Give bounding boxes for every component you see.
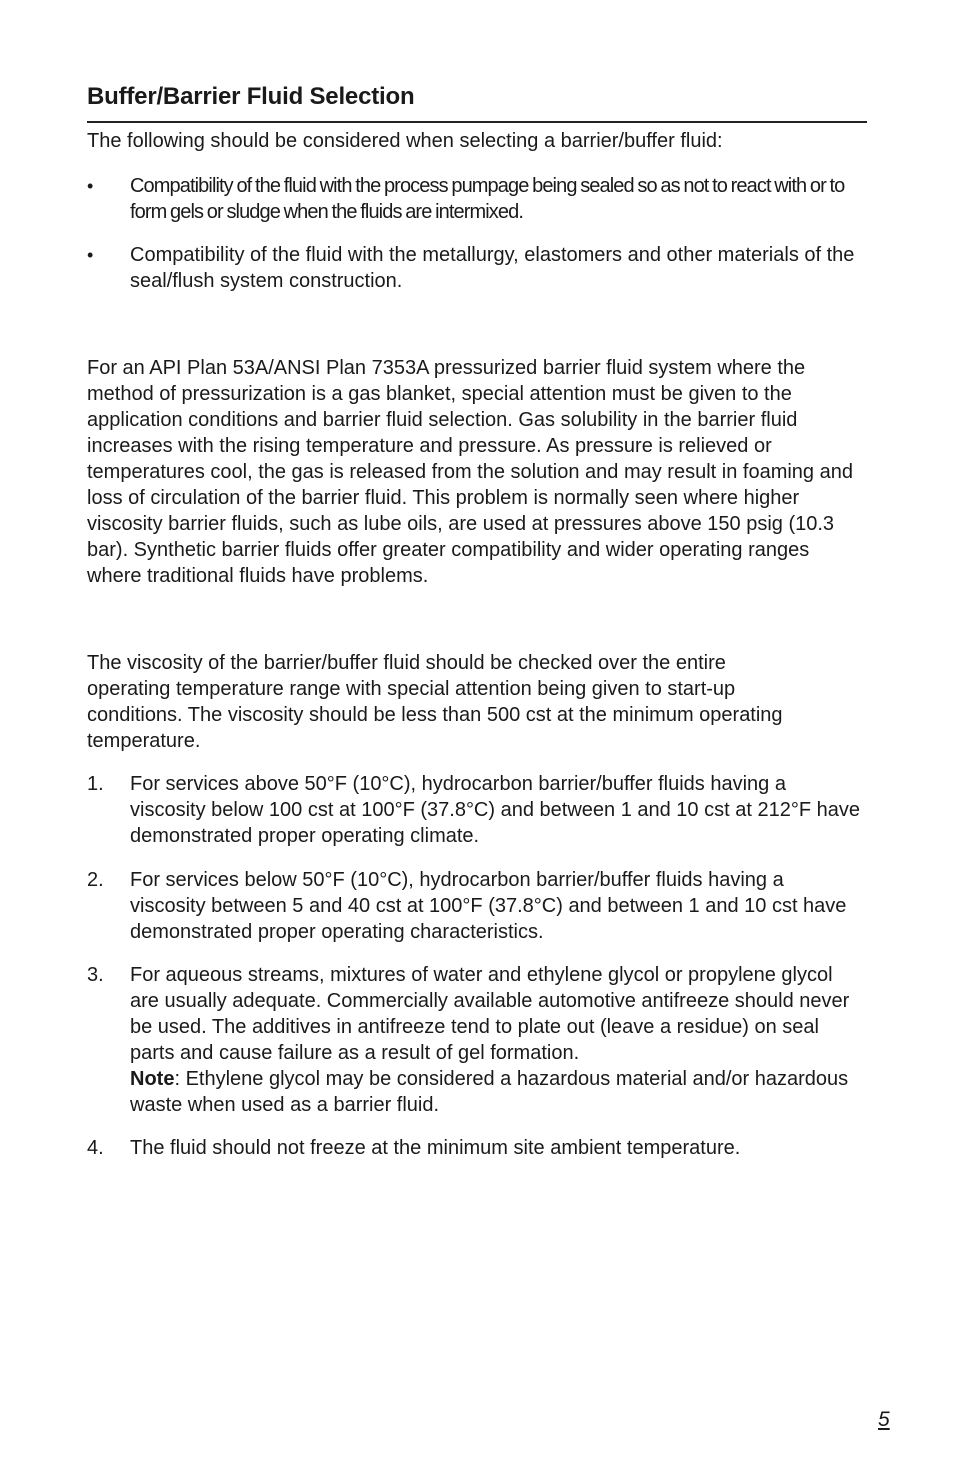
api-plan-paragraph: For an API Plan 53A/ANSI Plan 7353A pressurized barrier fluid system where the method of pressurization is a gas blanket, special attention must be given to the application conditions and barrier fluid selection. Gas solubility in the barrier fluid increases with the rising temperature and pressure. As pressure is relieved or temperatures cool, the gas is released from the solution and may result in foaming and loss of circulation of the barrier fluid. This problem is normally seen where higher viscosity barrier fluids, such as lube oils, are used at pressures above 150 psig (10.3 bar). Synthetic barrier fluids offer greater compatibility and wider operating ranges where traditional fluids have problems. — [87, 357, 853, 587]
page-number: 5 — [878, 1408, 890, 1431]
item-number: 2. — [87, 869, 104, 891]
item-number: 4. — [87, 1137, 104, 1159]
bullet-text: Compatibility of the fluid with the metallurgy, elastomers and other materials of the seal/flush system construction. — [130, 244, 855, 292]
note-label: Note — [130, 1068, 175, 1090]
heading-rule — [87, 121, 867, 123]
numbered-item-body — [130, 962, 862, 1118]
viscosity-paragraph: The viscosity of the barrier/buffer fluid should be checked over the entire operating temperature range with special attention being given to start-up conditions. The viscosity should be less than 500 cst at the minimum operating temperature. — [87, 652, 783, 752]
numbered-item-text: For aqueous streams, mixtures of water and ethylene glycol or propylene glycol are usually adequate. Commercially available automotive antifreeze should never be used. The additives in antifreeze tend to plate out (leave a residue) on seal parts and cause failure as a result of gel formation. — [130, 964, 850, 1064]
intro-paragraph: The following should be considered when selecting a barrier/buffer fluid: — [87, 130, 723, 152]
bullet-marker: • — [87, 245, 94, 265]
numbered-item-text: The fluid should not freeze at the minimum site ambient temperature. — [130, 1137, 741, 1159]
bullet-marker: • — [87, 176, 94, 196]
section-heading: Buffer/Barrier Fluid Selection — [87, 83, 415, 110]
item-number: 1. — [87, 773, 104, 795]
note-text: : Ethylene glycol may be considered a hazardous material and/or hazardous waste when used as a barrier fluid. — [130, 1068, 849, 1116]
numbered-item-text: For services above 50°F (10°C), hydrocarbon barrier/buffer fluids having a viscosity below 100 cst at 100°F (37.8°C) and between 1 and 10 cst at 212°F have demonstrated proper operating climate. — [130, 773, 860, 847]
item-number: 3. — [87, 964, 104, 986]
bullet-text: Compatibility of the fluid with the process pumpage being sealed so as not to react with or to form gels or sludge when the fluids are intermixed. — [130, 175, 845, 223]
numbered-item-text: For services below 50°F (10°C), hydrocarbon barrier/buffer fluids having a viscosity between 5 and 40 cst at 100°F (37.8°C) and between 1 and 10 cst have demonstrated proper operating characteristics. — [130, 869, 847, 943]
